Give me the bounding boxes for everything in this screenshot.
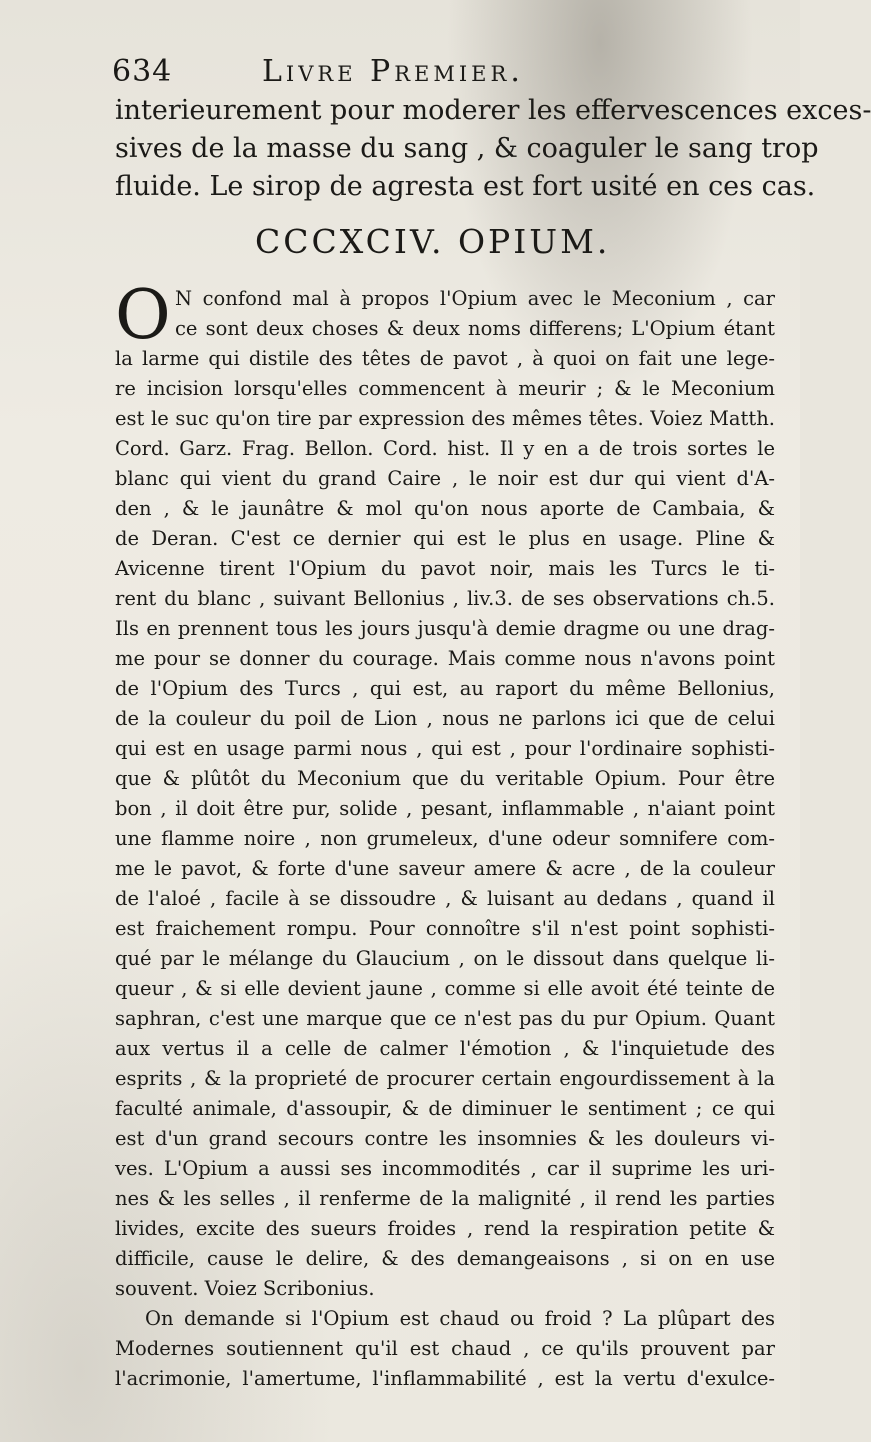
running-head: Livre Premier. [262,54,524,89]
text-line: de la couleur du poil de Lion , nous ne parlons ici que de celui [115,707,775,730]
text-line: aux vertus il a celle de calmer l'émotion , & l'inquietude des [115,1037,775,1060]
page-number: 634 [112,54,173,89]
text-line: est fraichement rompu. Pour connoître s'il n'est point sophisti- [115,917,775,940]
text-line: livides, excite des sueurs froides , rend la respiration petite & [115,1217,775,1240]
text-line: la larme qui distile des têtes de pavot , à quoi on fait une lege- [115,347,775,370]
text-line: fluide. Le sirop de agresta est fort usité en ces cas. [115,171,816,202]
text-line: bon , il doit être pur, solide , pesant, inflammable , n'aiant point [115,797,775,820]
text-line: une flamme noire , non grumeleux, d'une odeur somnifere com- [115,827,775,850]
text-line: souvent. Voiez Scribonius. [115,1277,375,1300]
text-line: est d'un grand secours contre les insomnies & les douleurs vi- [115,1127,775,1150]
main-text [115,276,775,1394]
text-line: interieurement pour moderer les effervescences exces- [115,95,871,126]
text-line: ves. L'Opium a aussi ses incommodités , car il suprime les uri- [115,1157,775,1180]
text-line: que & plûtôt du Meconium que du veritable Opium. Pour être [115,767,775,790]
page-header [112,48,632,96]
text-line: On demande si l'Opium est chaud ou froid ? La plûpart des [145,1307,775,1330]
text-line: re incision lorsqu'elles commencent à meurir ; & le Meconium [115,377,775,400]
text-line: queur , & si elle devient jaune , comme si elle avoit été teinte de [115,977,775,1000]
continued-paragraph [115,92,871,206]
text-line: blanc qui vient du grand Caire , le noir est dur qui vient d'A- [115,467,775,490]
text-line: me pour se donner du courage. Mais comme nous n'avons point [115,647,775,670]
text-line: rent du blanc , suivant Bellonius , liv.3. de ses observations ch.5. [115,587,775,610]
text-line: difficile, cause le delire, & des demangeaisons , si on en use [115,1247,775,1270]
paragraph-2 [115,1304,775,1394]
paragraph-1 [115,276,775,1304]
text-line: saphran, c'est une marque que ce n'est pas du pur Opium. Quant [115,1007,775,1030]
text-line: qué par le mélange du Glaucium , on le dissout dans quelque li- [115,947,775,970]
text-line: me le pavot, & forte d'une saveur amere & acre , de la couleur [115,857,775,880]
text-line: Modernes soutiennent qu'il est chaud , ce qu'ils prouvent par [115,1337,775,1360]
text-line: qui est en usage parmi nous , qui est , pour l'ordinaire sophisti- [115,737,775,760]
text-line: est le suc qu'on tire par expression des mêmes têtes. Voiez Matth. [115,407,775,430]
text-line: Ils en prennent tous les jours jusqu'à demie dragme ou une drag- [115,617,775,640]
text-line: ce sont deux choses & deux noms differens; L'Opium étant [175,317,775,340]
text-line: l'acrimonie, l'amertume, l'inflammabilité , est la vertu d'exulce- [115,1367,775,1390]
text-line: faculté animale, d'assoupir, & de diminuer le sentiment ; ce qui [115,1097,775,1120]
text-line: de Deran. C'est ce dernier qui est le plus en usage. Pline & [115,527,775,550]
text-line: nes & les selles , il renferme de la malignité , il rend les parties [115,1187,775,1210]
drop-cap: O [115,276,171,355]
section-title: CCCXCIV. OPIUM. [255,222,611,261]
text-line: esprits , & la proprieté de procurer certain engourdissement à la [115,1067,775,1090]
text-line: Cord. Garz. Frag. Bellon. Cord. hist. Il y en a de trois sortes le [115,437,775,460]
text-line: sives de la masse du sang , & coaguler le sang trop [115,133,819,164]
text-line: de l'Opium des Turcs , qui est, au raport du même Bellonius, [115,677,775,700]
text-line: Avicenne tirent l'Opium du pavot noir, mais les Turcs le ti- [115,557,775,580]
text-line: N confond mal à propos l'Opium avec le Meconium , car [175,287,775,310]
text-line: den , & le jaunâtre & mol qu'on nous aporte de Cambaia, & [115,497,775,520]
text-line: de l'aloé , facile à se dissoudre , & luisant au dedans , quand il [115,887,775,910]
